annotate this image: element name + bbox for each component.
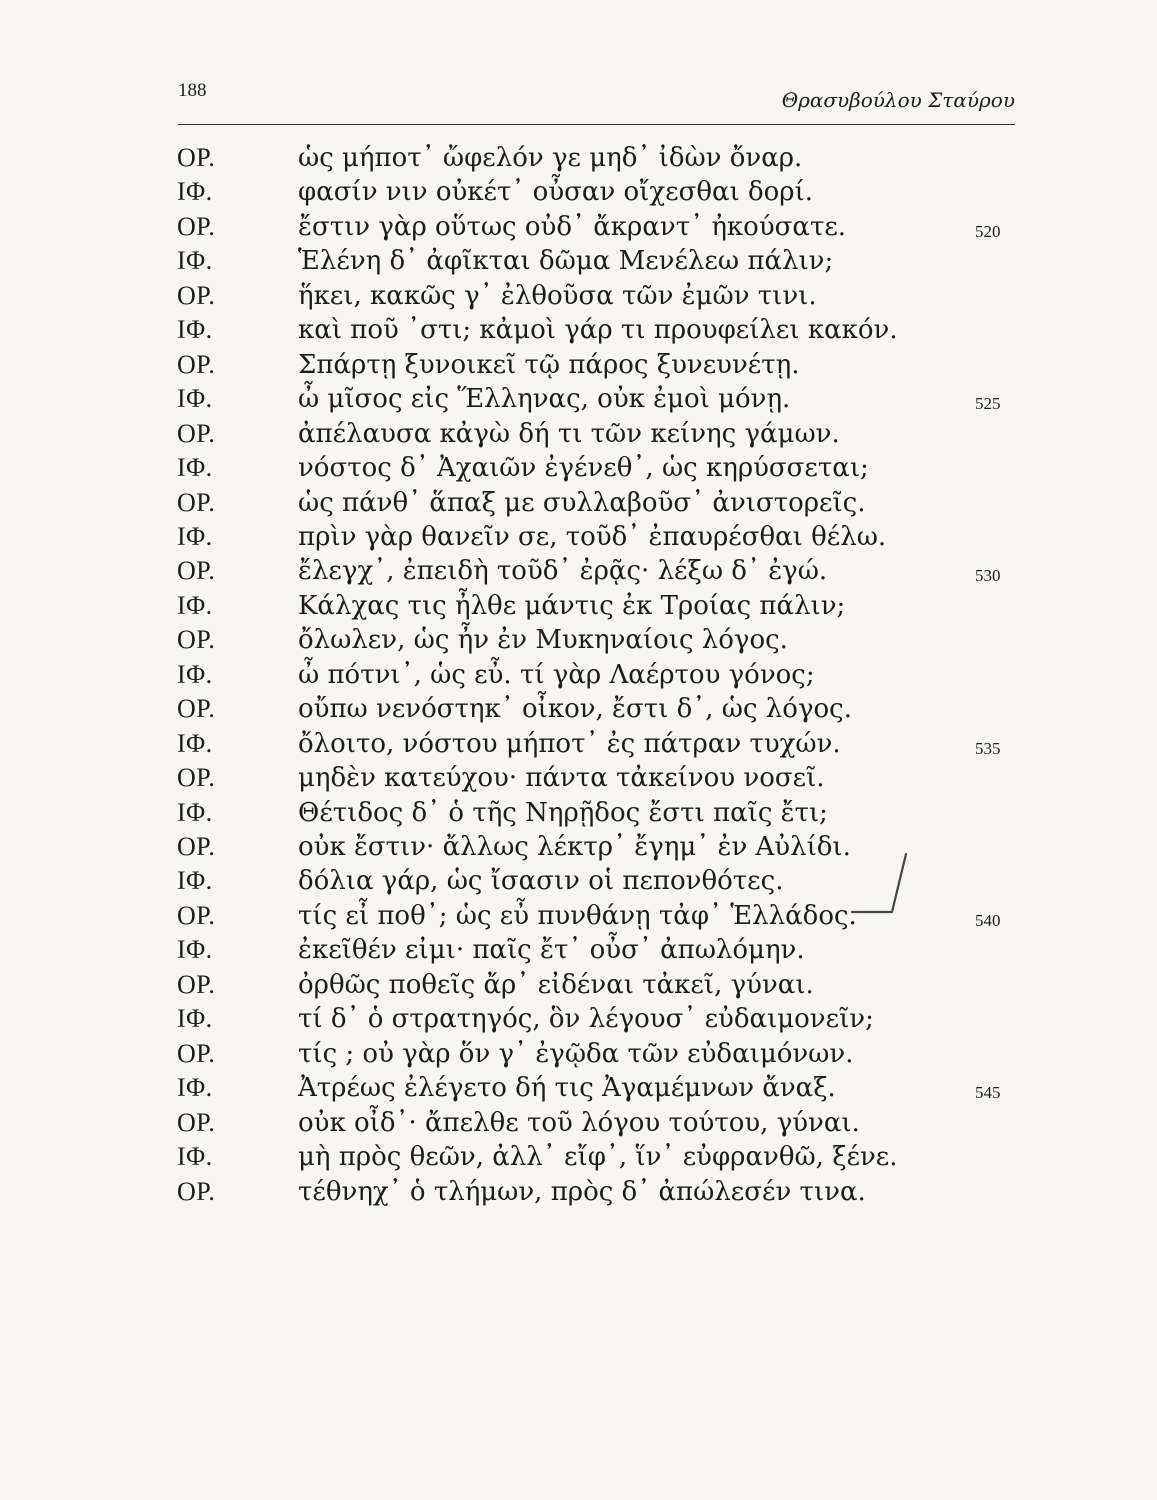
verse-text: οὐκ ἔστιν· ἄλλως λέκτρ᾽ ἔγημ᾽ ἐν Αὐλίδι.: [298, 832, 851, 862]
verse-text: τί δ᾽ ὁ στρατηγός, ὃν λέγουσ᾽ εὐδαιμονεῖν;: [298, 1004, 874, 1035]
verse-text: πρὶν γὰρ θανεῖν σε, τοῦδ᾽ ἐπαυρέσθαι θέλω.: [298, 521, 887, 552]
line-number: 530: [975, 566, 1001, 586]
verse-text: ἔστιν γὰρ οὕτως οὐδ᾽ ἄκραντ᾽ ἠκούσατε.: [298, 211, 847, 242]
verse-line: [0, 281, 1157, 315]
line-number: 520: [975, 221, 1001, 241]
speaker-label: ΙΦ.: [177, 315, 213, 345]
verse-text: ἥκει, κακῶς γ᾽ ἐλθοῦσα τῶν ἐμῶν τινι.: [298, 280, 817, 311]
speaker-label: ΙΦ.: [177, 728, 213, 758]
verse-line: [0, 1073, 1157, 1107]
line-number: 525: [975, 394, 1001, 414]
verse-text: τέθνηχ᾽ ὁ τλήμων, πρὸς δ᾽ ἀπώλεσέν τινα.: [298, 1176, 866, 1207]
verse-text: ὄλωλεν, ὡς ἦν ἐν Μυκηναίοις λόγος.: [298, 625, 788, 656]
verse-line: [0, 798, 1157, 832]
verse-line: [0, 1142, 1157, 1176]
speaker-label: ΟΡ.: [177, 763, 216, 793]
speaker-label: ΟΡ.: [177, 900, 216, 930]
page-header: [178, 80, 1015, 125]
speaker-label: ΙΦ.: [177, 453, 213, 483]
verse-text: τίς εἶ ποθ᾽; ὡς εὖ πυνθάνῃ τἀφ᾽ Ἑλλάδος.: [298, 900, 857, 931]
verse-line: [0, 453, 1157, 487]
verse-text: ἔλεγχ᾽, ἐπειδὴ τοῦδ᾽ ἐρᾷς· λέξω δ᾽ ἐγώ.: [298, 556, 828, 587]
pencil-bracket-mark: [848, 852, 912, 916]
verse-text: καὶ ποῦ ᾽στι; κἀμοὶ γάρ τι προυφείλει κακόν.: [298, 315, 898, 346]
verse-line: [0, 384, 1157, 418]
verse-line: [0, 419, 1157, 453]
line-number: 540: [975, 910, 1001, 930]
verse-line: [0, 660, 1157, 694]
verse-text: δόλια γάρ, ὡς ἴσασιν οἱ πεπονθότες.: [298, 866, 784, 897]
verse-line: [0, 1108, 1157, 1142]
verse-line: [0, 522, 1157, 556]
verse-line: [0, 1039, 1157, 1073]
verse-text: νόστος δ᾽ Ἀχαιῶν ἐγένεθ᾽, ὡς κηρύσσεται;: [298, 453, 869, 484]
verse-text: ὄλοιτο, νόστου μήποτ᾽ ἐς πάτραν τυχών.: [298, 728, 841, 759]
verse-text: ἐκεῖθέν εἰμι· παῖς ἔτ᾽ οὖσ᾽ ἀπωλόμην.: [298, 935, 805, 966]
verse-line: [0, 970, 1157, 1004]
verse-line: [0, 350, 1157, 384]
speaker-label: ΙΦ.: [177, 590, 213, 620]
verse-line: [0, 212, 1157, 246]
verse-text: οὐκ οἶδ᾽· ἄπελθε τοῦ λόγου τούτου, γύναι.: [298, 1107, 860, 1138]
verse-text: ὦ πότνι᾽, ὡς εὖ. τί γὰρ Λαέρτου γόνος;: [298, 659, 815, 690]
verse-text: Ἀτρέως ἐλέγετο δή τις Ἀγαμέμνων ἄναξ.: [298, 1073, 836, 1104]
verse-line: [0, 177, 1157, 211]
verse-line: [0, 488, 1157, 522]
verse-line: [0, 591, 1157, 625]
verse-line: [0, 1177, 1157, 1211]
speaker-label: ΟΡ.: [177, 969, 216, 999]
verse-text: Σπάρτῃ ξυνοικεῖ τῷ πάρος ξυνευνέτῃ.: [298, 349, 800, 380]
speaker-label: ΙΦ.: [177, 177, 213, 207]
verse-line: [0, 625, 1157, 659]
speaker-label: ΟΡ.: [177, 280, 216, 310]
verse-line: [0, 866, 1157, 900]
speaker-label: ΟΡ.: [177, 143, 216, 172]
verse-line: [0, 694, 1157, 728]
verse-text: ὦ μῖσος εἰς Ἕλληνας, οὐκ ἐμοὶ μόνῃ.: [298, 384, 791, 415]
speaker-label: ΙΦ.: [177, 866, 213, 896]
verse-text: μηδὲν κατεύχου· πάντα τἀκείνου νοσεῖ.: [298, 763, 825, 794]
verse-text: Θέτιδος δ᾽ ὁ τῆς Νηρῇδος ἔστι παῖς ἔτι;: [298, 797, 828, 828]
verse-text: Ἑλένη δ᾽ ἀφῖκται δῶμα Μενέλεω πάλιν;: [298, 246, 834, 277]
verse-text: ὡς πάνθ᾽ ἅπαξ με συλλαβοῦσ᾽ ἀνιστορεῖς.: [298, 487, 866, 518]
verse-text: ἀπέλαυσα κἀγὼ δή τι τῶν κείνης γάμων.: [298, 418, 840, 449]
line-number: 535: [975, 738, 1001, 758]
verse-text: μὴ πρὸς θεῶν, ἀλλ᾽ εἴφ᾽, ἵν᾽ εὐφρανθῶ, ξένε.: [298, 1142, 898, 1173]
speaker-label: ΟΡ.: [177, 625, 216, 655]
verse-line: [0, 763, 1157, 797]
speaker-label: ΙΦ.: [177, 1073, 213, 1103]
speaker-label: ΟΡ.: [177, 694, 216, 724]
verse-line: [0, 729, 1157, 763]
verse-line: [0, 1004, 1157, 1038]
verse-line: [0, 315, 1157, 349]
speaker-label: ΟΡ.: [177, 349, 216, 379]
verse-line: [0, 143, 1157, 177]
speaker-label: ΟΡ.: [177, 1176, 216, 1206]
verse-text: φασίν νιν οὐκέτ᾽ οὖσαν οἴχεσθαι δορί.: [298, 177, 814, 208]
speaker-label: ΟΡ.: [177, 1038, 216, 1068]
page-number: 188: [178, 80, 207, 101]
speaker-label: ΟΡ.: [177, 487, 216, 517]
verse-line: [0, 832, 1157, 866]
speaker-label: ΙΦ.: [177, 797, 213, 827]
speaker-label: ΙΦ.: [177, 1004, 213, 1034]
verse-text: ὀρθῶς ποθεῖς ἄρ᾽ εἰδέναι τἀκεῖ, γύναι.: [298, 969, 814, 1000]
speaker-label: ΙΦ.: [177, 384, 213, 414]
speaker-label: ΟΡ.: [177, 1107, 216, 1137]
verse-line: [0, 901, 1157, 935]
speaker-label: ΟΡ.: [177, 418, 216, 448]
verse-line: [0, 935, 1157, 969]
verse-line: [0, 556, 1157, 590]
speaker-label: ΟΡ.: [177, 211, 216, 241]
speaker-label: ΟΡ.: [177, 832, 216, 861]
speaker-label: ΙΦ.: [177, 521, 213, 551]
verse-text: Κάλχας τις ἦλθε μάντις ἐκ Τροίας πάλιν;: [298, 590, 846, 621]
speaker-label: ΙΦ.: [177, 1142, 213, 1172]
speaker-label: ΙΦ.: [177, 935, 213, 965]
speaker-label: ΙΦ.: [177, 246, 213, 276]
verse-text: τίς ; οὐ γὰρ ὅν γ᾽ ἐγῷδα τῶν εὐδαιμόνων.: [298, 1038, 854, 1069]
line-number: 545: [975, 1083, 1001, 1103]
verse-text: οὔπω νενόστηκ᾽ οἶκον, ἔστι δ᾽, ὡς λόγος.: [298, 694, 852, 725]
verse-text: ὡς μήποτ᾽ ὤφελόν γε μηδ᾽ ἰδὼν ὄναρ.: [298, 143, 803, 173]
speaker-label: ΙΦ.: [177, 659, 213, 689]
verse-line: [0, 246, 1157, 280]
running-title: Θρασυβούλου Σταύρου: [781, 88, 1015, 112]
speaker-label: ΟΡ.: [177, 556, 216, 586]
